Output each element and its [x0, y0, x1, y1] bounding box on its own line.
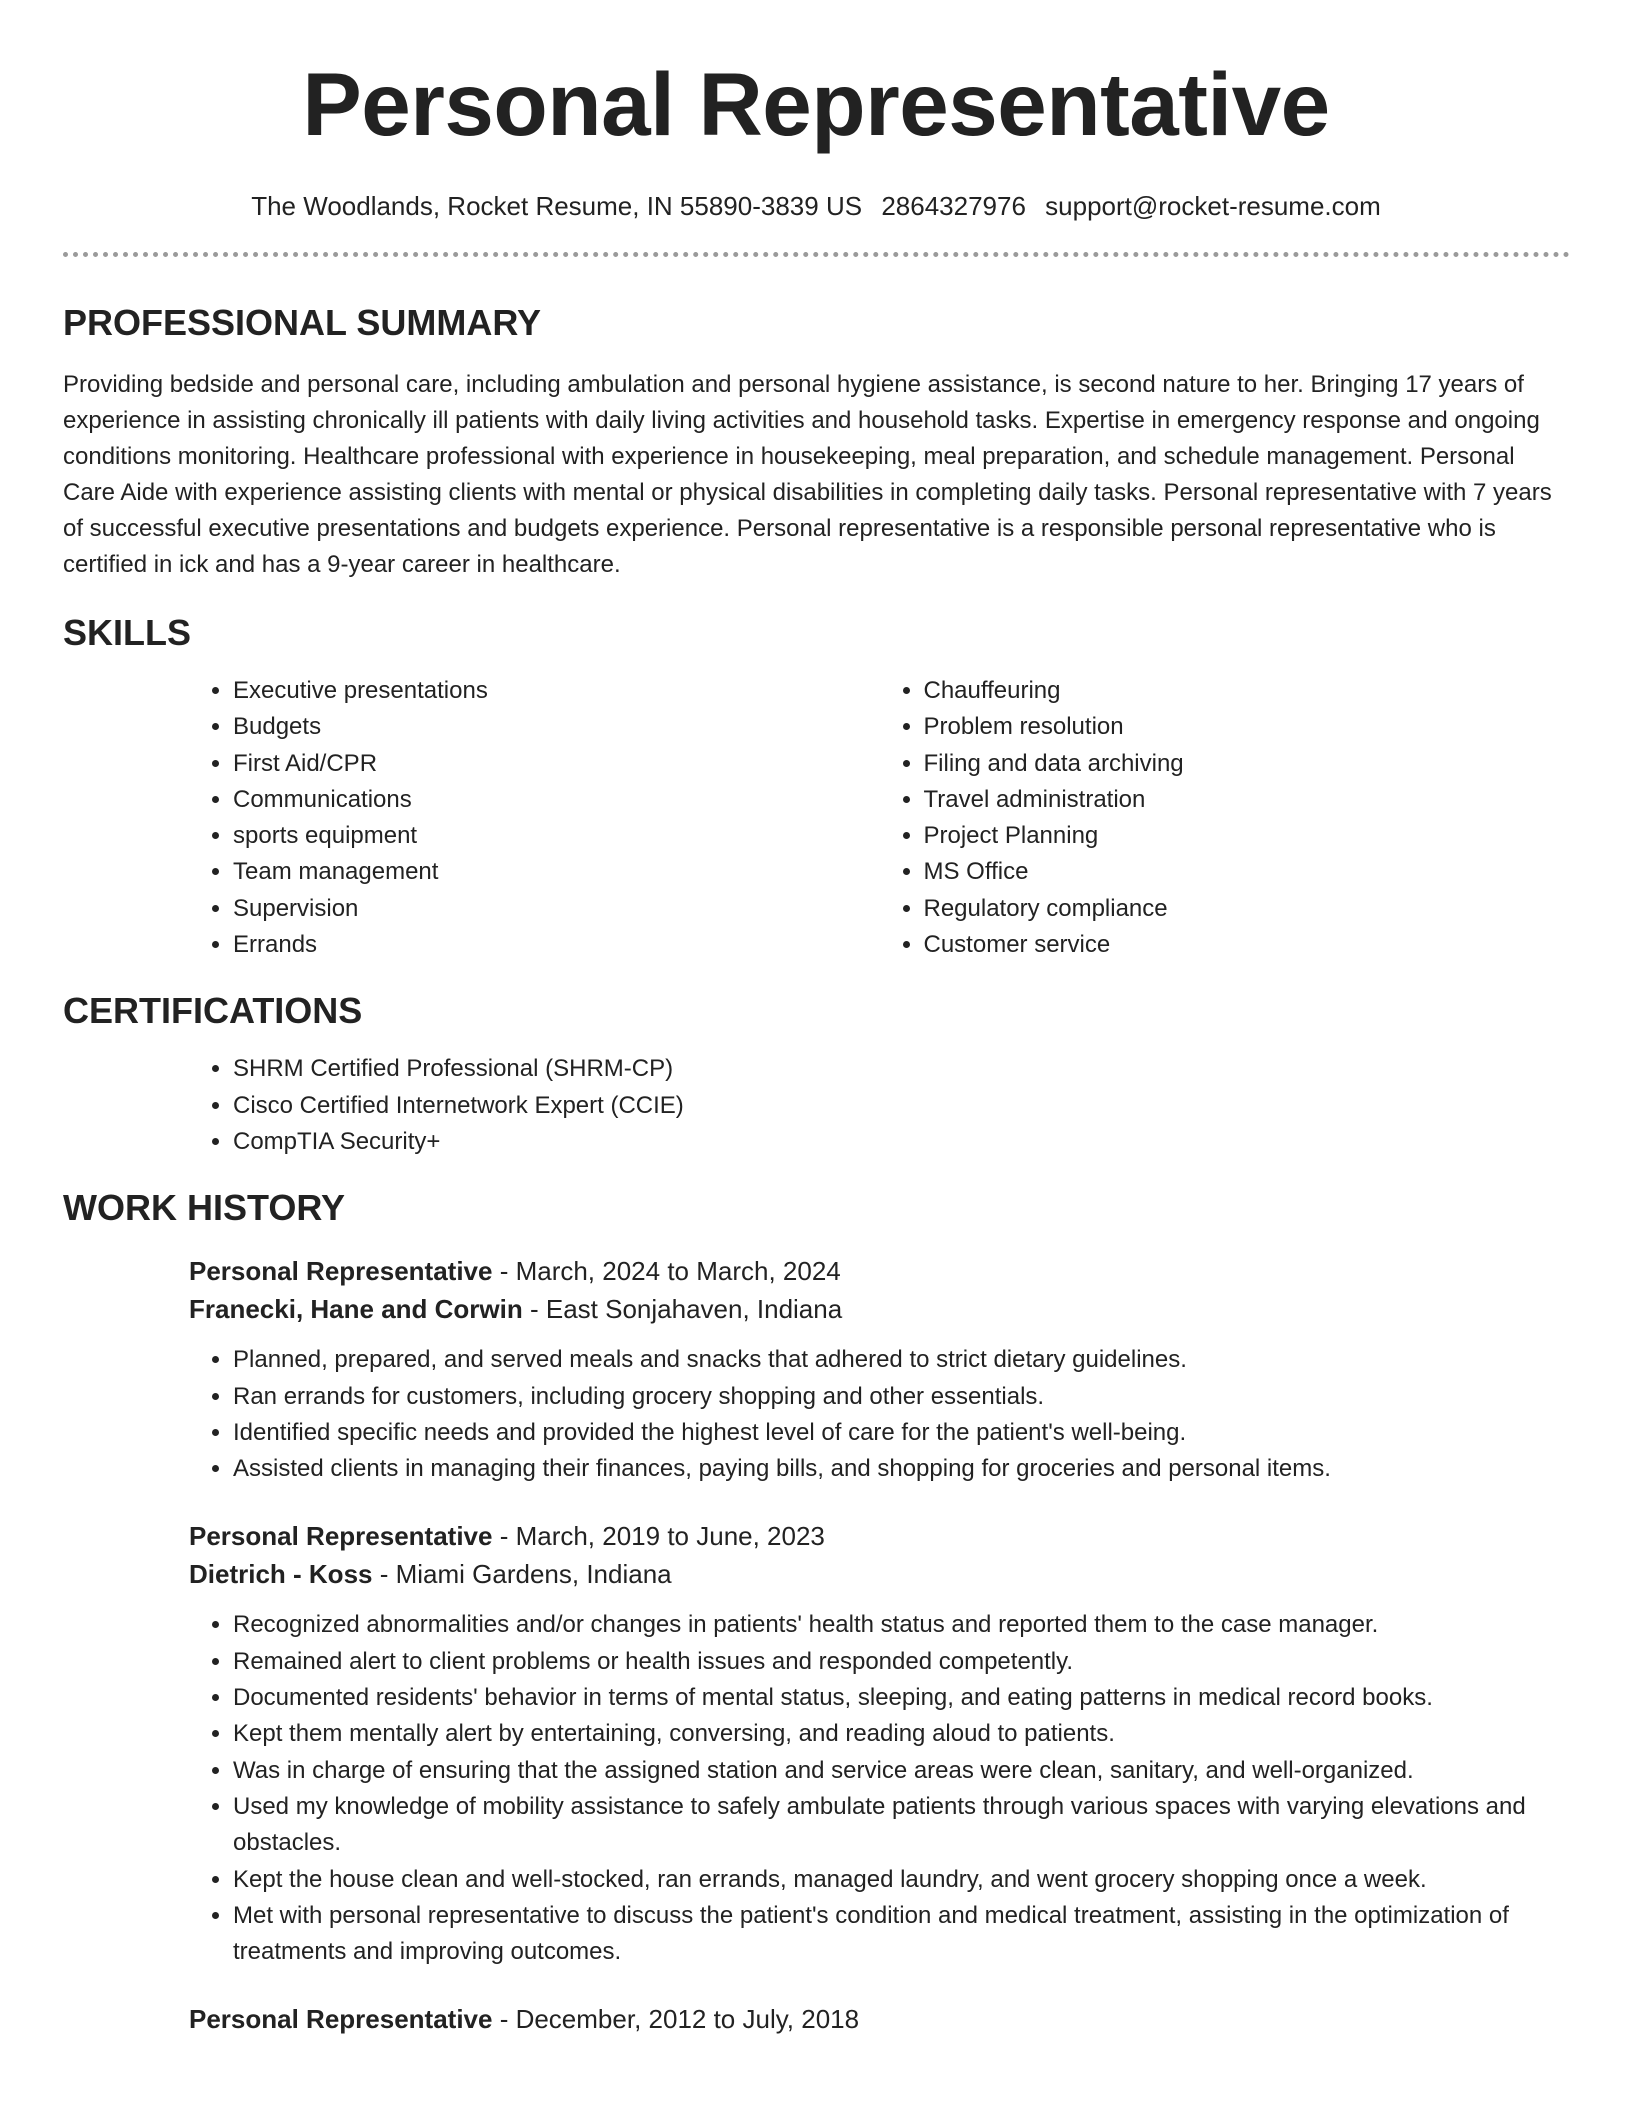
job-bullet: • Kept them mentally alert by entertaining, conversing, and reading aloud to patients. [233, 1716, 1570, 1752]
skill-item: • Supervision [233, 891, 880, 927]
contact-email: support@rocket-resume.com [1045, 191, 1381, 221]
skill-item: • Regulatory compliance [924, 891, 1571, 927]
header-divider [63, 252, 1570, 257]
company-name: Franecki, Hane and Corwin [189, 1294, 523, 1325]
company-location: - East Sonjahaven, Indiana [522, 1294, 843, 1325]
job-title-line [189, 1252, 1570, 1290]
skill-item: • Team management [233, 854, 880, 890]
work-heading: WORK HISTORY [63, 1187, 346, 1229]
company-name: Dietrich - Koss [189, 1559, 373, 1590]
company-line [189, 1290, 1570, 1328]
skill-item: • First Aid/CPR [233, 746, 880, 782]
job-bullet: • Used my knowledge of mobility assistance to safely ambulate patients through various spaces with varying elevations and obstacles. [233, 1789, 1570, 1862]
skills-grid [189, 673, 1570, 963]
skill-item: • Budgets [233, 709, 880, 745]
job-entry [189, 1252, 1570, 1487]
job-dates: - March, 2024 to March, 2024 [492, 1256, 841, 1287]
skills-list-right [880, 673, 1571, 963]
skill-item: • Errands [233, 927, 880, 963]
skill-item: • Executive presentations [233, 673, 880, 709]
contact-line [0, 190, 1632, 222]
job-title: Personal Representative [189, 2004, 493, 2035]
job-bullet: • Ran errands for customers, including grocery shopping and other essentials. [233, 1379, 1570, 1415]
job-title-line [189, 2000, 1570, 2038]
summary-text: Providing bedside and personal care, including ambulation and personal hygiene assistance, is second nature to her. Bringing 17 years of experience in assisting chronically ill patients with daily living activities and household tasks. Expertise in emergency response and ongoing conditions monitoring. Healthcare professional with experience in housekeeping, meal preparation, and schedule management. Personal Care Aide with experience assisting clients with mental or physical disabilities in completing daily tasks. Personal representative with 7 years of successful executive presentations and budgets experience. Personal representative is a responsible personal representative who is certified in ick and has a 9-year career in healthcare. [63, 371, 1552, 578]
skill-item: • Travel administration [924, 782, 1571, 818]
skill-item: • Project Planning [924, 818, 1571, 854]
job-dates: - December, 2012 to July, 2018 [492, 2004, 860, 2035]
skill-item: • Chauffeuring [924, 673, 1571, 709]
job-bullet: • Identified specific needs and provided the highest level of care for the patient's well-being. [233, 1415, 1570, 1451]
skills-section [63, 611, 1570, 963]
job-dates: - March, 2019 to June, 2023 [492, 1521, 825, 1552]
certification-item: • CompTIA Security+ [233, 1124, 1570, 1160]
job-bullets [189, 1342, 1570, 1487]
certification-item: • SHRM Certified Professional (SHRM-CP) [233, 1051, 1570, 1087]
job-bullet: • Recognized abnormalities and/or changes in patients' health status and reported them to the case manager. [233, 1607, 1570, 1643]
certification-item: • Cisco Certified Internetwork Expert (CCIE) [233, 1088, 1570, 1124]
job-bullet: • Was in charge of ensuring that the assigned station and service areas were clean, sanitary, and well-organized. [233, 1753, 1570, 1789]
job-title-line [189, 1517, 1570, 1555]
job-bullet: • Assisted clients in managing their finances, paying bills, and shopping for groceries and personal items. [233, 1451, 1570, 1487]
job-entry [189, 1517, 1570, 1970]
certifications-wrap [189, 1051, 1570, 1160]
skills-heading: SKILLS [63, 612, 192, 653]
skill-item: • MS Office [924, 854, 1571, 890]
certifications-list [189, 1051, 1570, 1160]
contact-phone: 2864327976 [881, 191, 1026, 221]
summary-section [63, 301, 1570, 583]
company-location: - Miami Gardens, Indiana [372, 1559, 672, 1590]
job-bullet: • Documented residents' behavior in terms of mental status, sleeping, and eating patterns in medical record books. [233, 1680, 1570, 1716]
skill-item: • Communications [233, 782, 880, 818]
company-line [189, 1555, 1570, 1593]
work-section [63, 1186, 1570, 2038]
certifications-heading: CERTIFICATIONS [63, 990, 363, 1032]
summary-heading: PROFESSIONAL SUMMARY [63, 302, 542, 343]
job-bullet: • Remained alert to client problems or health issues and responded competently. [233, 1644, 1570, 1680]
job-title: Personal Representative [189, 1521, 493, 1552]
certifications-section [63, 989, 1570, 1160]
skill-item: • sports equipment [233, 818, 880, 854]
job-bullets [189, 1607, 1570, 1970]
skill-item: • Customer service [924, 927, 1571, 963]
contact-address: The Woodlands, Rocket Resume, IN 55890-3839 US [251, 191, 863, 221]
job-entry [189, 2000, 1570, 2038]
skill-item: • Filing and data archiving [924, 746, 1571, 782]
skill-item: • Problem resolution [924, 709, 1571, 745]
skills-list-left [189, 673, 880, 963]
job-bullet: • Met with personal representative to discuss the patient's condition and medical treatment, assisting in the optimization of treatments and improving outcomes. [233, 1898, 1570, 1971]
job-bullet: • Planned, prepared, and served meals and snacks that adhered to strict dietary guidelines. [233, 1342, 1570, 1378]
job-title: Personal Representative [189, 1256, 493, 1287]
resume-name: Personal Representative [302, 54, 1330, 154]
job-bullet: • Kept the house clean and well-stocked, ran errands, managed laundry, and went grocery shopping once a week. [233, 1862, 1570, 1898]
